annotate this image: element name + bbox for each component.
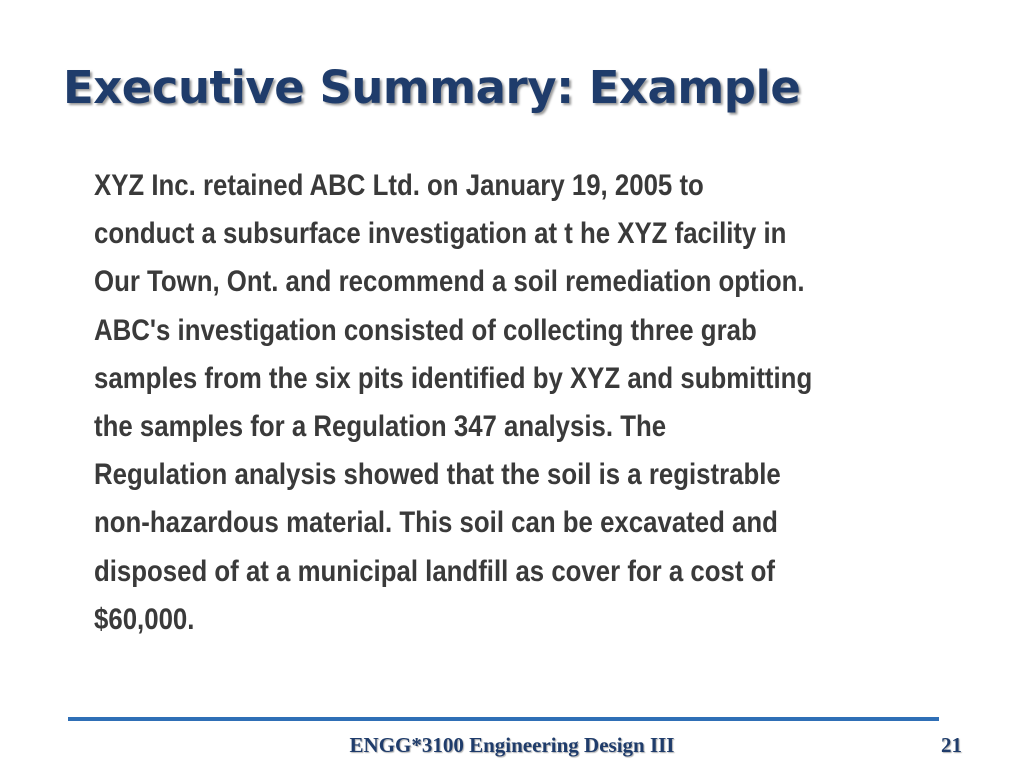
- paragraph-line: XYZ Inc. retained ABC Ltd. on January 19, 2005 to: [94, 169, 704, 202]
- paragraph-line: conduct a subsurface investigation at t he XYZ facility in: [94, 217, 787, 251]
- slide-title: Executive Summary: Example: [63, 61, 801, 114]
- paragraph-line: samples from the six pits identified by XYZ and submitting: [94, 361, 813, 395]
- footer-course-title: ENGG*3100 Engineering Design III: [349, 733, 675, 757]
- paragraph-line: the samples for a Regulation 347 analysis. The: [94, 410, 667, 444]
- paragraph-line: disposed of at a municipal landfill as cover for a cost of: [94, 554, 775, 588]
- executive-summary-paragraph: [94, 162, 964, 644]
- paragraph-line: non-hazardous material. This soil can be excavated and: [94, 506, 778, 540]
- paragraph-line: Regulation analysis showed that the soil is a registrable: [94, 458, 781, 492]
- paragraph-line: Our Town, Ont. and recommend a soil remediation option.: [94, 265, 805, 299]
- page-number: 21: [941, 733, 962, 757]
- paragraph-line: ABC's investigation consisted of collecting three grab: [94, 313, 757, 347]
- paragraph-line: $60,000.: [94, 602, 195, 636]
- footer-divider: [68, 717, 939, 721]
